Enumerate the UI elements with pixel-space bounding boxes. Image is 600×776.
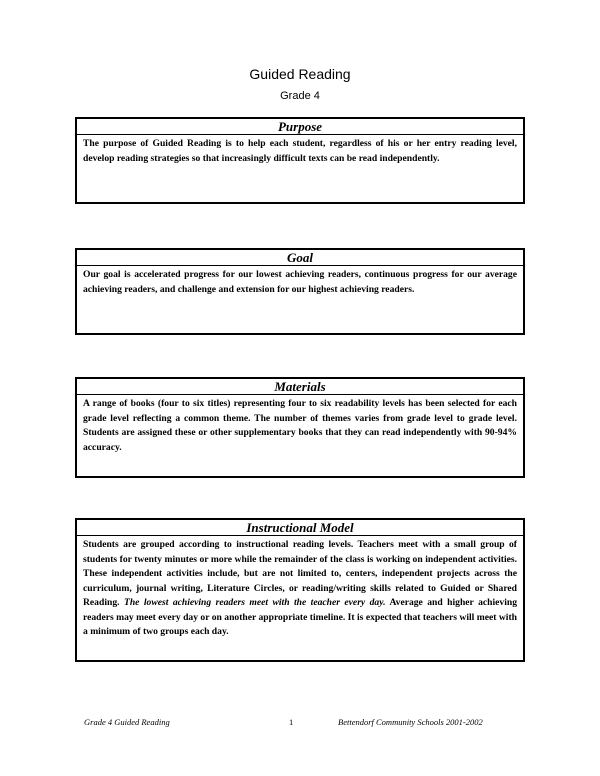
goal-text: Our goal is accelerated progress for our lowest achieving readers, continuous progress for our average achieving readers, and challenge and extension for our highest achieving readers. bbox=[83, 269, 517, 295]
page-subtitle: Grade 4 bbox=[280, 90, 320, 102]
instructional-model-text-part1: Students are grouped according to instructional reading levels. Teachers meet with a small group of students for twenty minutes or more while the remainder of the class is working on independent activities. These independent activities include, but are not limited to, centers, independent projects across the curriculum, journal writing, Literature Circles, or reading/writing skills related to Guided or Shared Reading. bbox=[83, 539, 517, 608]
purpose-heading: Purpose bbox=[77, 119, 523, 135]
materials-heading: Materials bbox=[77, 379, 523, 395]
instructional-model-box bbox=[75, 518, 525, 662]
page-title: Guided Reading bbox=[249, 66, 351, 82]
goal-heading: Goal bbox=[77, 250, 523, 266]
purpose-box bbox=[75, 117, 525, 204]
instructional-model-heading: Instructional Model bbox=[77, 520, 523, 536]
materials-text: A range of books (four to six titles) representing four to six readability levels has been selected for each grade level reflecting a common theme. The number of themes varies from grade level to grade level. Students are assigned these or other supplementary books that they can read independently with 90-94% accuracy. bbox=[83, 398, 517, 453]
instructional-model-text-part2: Average and higher achieving readers may meet every day or on another appropriate timeline. It is expected that teachers will meet with a minimum of two groups each day. bbox=[83, 597, 517, 637]
purpose-text: The purpose of Guided Reading is to help each student, regardless of his or her entry reading level, develop reading strategies so that increasingly difficult texts can be read independently. bbox=[83, 138, 517, 164]
footer-left-text: Grade 4 Guided Reading bbox=[84, 717, 170, 727]
footer-page-number: 1 bbox=[289, 717, 294, 727]
instructional-model-text bbox=[77, 536, 523, 640]
instructional-model-text-emphasis: The lowest achieving readers meet with the teacher every day. bbox=[123, 597, 386, 608]
footer-right-text: Bettendorf Community Schools 2001-2002 bbox=[338, 717, 483, 727]
materials-box bbox=[75, 377, 525, 478]
goal-box bbox=[75, 248, 525, 335]
